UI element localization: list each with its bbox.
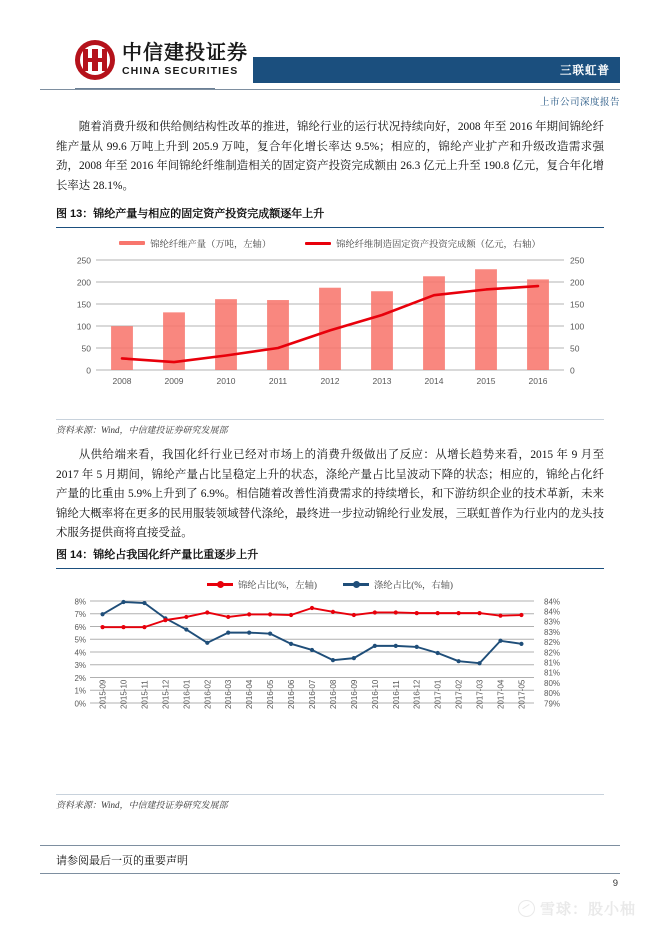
svg-text:3%: 3%: [74, 661, 86, 671]
brand-name-cn: 中信建投证券: [122, 42, 248, 65]
legend-item-dilun: [343, 577, 453, 591]
svg-text:82%: 82%: [544, 648, 561, 658]
svg-text:83%: 83%: [544, 627, 561, 637]
legend-label-jinlun: 锦纶占比(%，左轴): [237, 581, 317, 591]
figure-13-chart: [56, 252, 604, 412]
svg-text:2015-10: 2015-10: [119, 679, 129, 709]
footer-divider-bottom: [40, 873, 620, 874]
svg-text:2015-12: 2015-12: [161, 679, 171, 709]
svg-text:2016-10: 2016-10: [370, 679, 380, 709]
svg-text:100: 100: [76, 321, 91, 332]
svg-text:250: 250: [76, 255, 91, 266]
svg-text:100: 100: [570, 321, 585, 332]
svg-text:2009: 2009: [164, 376, 184, 386]
figure-13-title: 图 13：锦纶产量与相应的固定资产投资完成额逐年上升: [56, 208, 325, 220]
company-tag-bar: [253, 57, 620, 83]
figure-14-source: 资料来源：Wind，中信建投证券研究发展部: [56, 794, 604, 811]
svg-text:80%: 80%: [544, 689, 561, 699]
svg-text:2014: 2014: [424, 376, 444, 386]
svg-text:2017-04: 2017-04: [496, 679, 506, 709]
watermark-label: 雪球：股小柚: [539, 902, 636, 918]
svg-text:2017-03: 2017-03: [475, 679, 485, 709]
svg-text:2016-05: 2016-05: [266, 679, 276, 709]
xueqiu-logo-icon: [518, 900, 535, 917]
svg-text:1%: 1%: [74, 686, 86, 696]
svg-text:200: 200: [76, 277, 91, 288]
legend-swatch-jinlun: [207, 583, 233, 586]
svg-text:2017-05: 2017-05: [517, 679, 527, 709]
paragraph-1: 随着消费升级和供给侧结构性改革的推进，锦纶行业的运行状况持续向好，2008 年至 2016 年期间锦纶纤维产量从 99.6 万吨上升到 205.9 万吨，复合年化增长率达 9.5%；相应的，锦纶产业扩产和升级改造需求强劲，2008 年至 2016 年间锦纶纤维制造相关的固定资产投资完成额由 26.3 亿元上升至 190.8 亿元，复合年化增长率达 28.1%。: [56, 121, 604, 192]
svg-text:0: 0: [86, 365, 91, 376]
citic-logo-icon: [75, 40, 115, 80]
page-number: 9: [612, 878, 618, 889]
svg-text:50: 50: [81, 343, 91, 354]
svg-text:83%: 83%: [544, 617, 561, 627]
figure-13-source: 资料来源：Wind，中信建投证券研究发展部: [56, 419, 604, 436]
svg-text:2016-08: 2016-08: [328, 679, 338, 709]
svg-text:2008: 2008: [112, 376, 132, 386]
page-header: [0, 0, 660, 108]
figure-14-body: [56, 569, 604, 811]
figure-13-legend: [56, 228, 604, 252]
svg-text:2015-11: 2015-11: [140, 680, 150, 709]
footer-disclaimer: 请参阅最后一页的重要声明: [56, 855, 188, 867]
company-tag-label: 三联虹普: [560, 65, 610, 77]
svg-text:2013: 2013: [372, 376, 392, 386]
svg-text:2016-11: 2016-11: [391, 680, 401, 709]
svg-text:0%: 0%: [74, 699, 86, 709]
legend-swatch-investment: [305, 242, 331, 245]
svg-text:2016-03: 2016-03: [224, 679, 234, 709]
svg-text:5%: 5%: [74, 635, 86, 645]
svg-text:2017-02: 2017-02: [454, 679, 464, 709]
figure-14-legend: [56, 569, 604, 593]
figure-13-body: [56, 228, 604, 436]
svg-text:8%: 8%: [74, 597, 86, 607]
figure-14: [56, 546, 604, 811]
legend-label-output: 锦纶纤维产量（万吨，左轴）: [150, 240, 272, 250]
footer-divider-top: [40, 845, 620, 846]
svg-text:150: 150: [76, 299, 91, 310]
svg-text:81%: 81%: [544, 668, 561, 678]
brand-logo: [75, 40, 248, 80]
svg-text:0: 0: [570, 365, 575, 376]
svg-text:2016-01: 2016-01: [182, 679, 192, 709]
svg-text:2016-09: 2016-09: [349, 679, 359, 709]
legend-item-output: [119, 236, 271, 250]
svg-text:2016-07: 2016-07: [308, 679, 317, 709]
legend-swatch-dilun: [343, 583, 369, 586]
svg-text:2015-09: 2015-09: [98, 679, 108, 709]
svg-text:2016-12: 2016-12: [412, 679, 422, 709]
svg-text:81%: 81%: [544, 658, 561, 668]
svg-text:2017-01: 2017-01: [433, 679, 443, 709]
svg-text:2015: 2015: [476, 376, 496, 386]
watermark: [518, 898, 636, 919]
svg-text:4%: 4%: [74, 648, 86, 658]
brand-text: [122, 43, 248, 77]
svg-text:200: 200: [570, 277, 585, 288]
svg-text:2010: 2010: [216, 376, 236, 386]
svg-text:2012: 2012: [320, 376, 340, 386]
figure-14-title: 图 14：锦纶占我国化纤产量比重逐步上升: [56, 549, 259, 561]
svg-text:80%: 80%: [544, 678, 561, 688]
brand-name-en: CHINA SECURITIES: [122, 65, 239, 78]
legend-swatch-output: [119, 241, 145, 245]
figure-14-chart: [56, 593, 604, 785]
svg-text:2016-06: 2016-06: [287, 679, 297, 709]
svg-text:84%: 84%: [544, 607, 561, 617]
legend-item-jinlun: [207, 577, 317, 591]
svg-text:250: 250: [570, 255, 585, 266]
svg-text:84%: 84%: [544, 597, 561, 607]
legend-label-dilun: 涤纶占比(%，右轴): [374, 581, 454, 591]
svg-text:82%: 82%: [544, 638, 561, 648]
svg-text:2016-02: 2016-02: [203, 679, 213, 709]
figure-13: [56, 205, 604, 436]
paragraph-2: 从供给端来看，我国化纤行业已经对市场上的消费升级做出了反应：从增长趋势来看，2015 年 9 月至 2017 年 5 月期间，锦纶产量占比呈稳定上升的状态，涤纶产量占比呈波动下降的状态；相应的，锦纶占化纤产量的比重由 5.9%上升到了 6.9%。相信随着改善性消费需求的持续增长，和下游纺织企业的技术革新，未来锦纶大概率将在更多的民用服装领域替代涤纶，最终进一步拉动锦纶行业发展，三联虹普作为行业内的龙头技术服务提供商将直接受益。: [56, 449, 604, 539]
svg-text:2016: 2016: [528, 376, 548, 386]
svg-text:6%: 6%: [74, 622, 86, 632]
svg-text:2011: 2011: [268, 376, 288, 386]
svg-text:50: 50: [570, 343, 580, 354]
svg-text:79%: 79%: [544, 699, 561, 709]
report-type-label: 上市公司深度报告: [539, 98, 620, 108]
svg-text:2%: 2%: [74, 673, 86, 683]
legend-item-investment: [305, 236, 541, 250]
svg-text:7%: 7%: [74, 610, 86, 620]
svg-text:150: 150: [570, 299, 585, 310]
svg-text:2016-04: 2016-04: [245, 679, 255, 709]
legend-label-investment: 锦纶纤维制造固定资产投资完成额（亿元，右轴）: [336, 240, 541, 250]
header-divider: [40, 89, 620, 90]
